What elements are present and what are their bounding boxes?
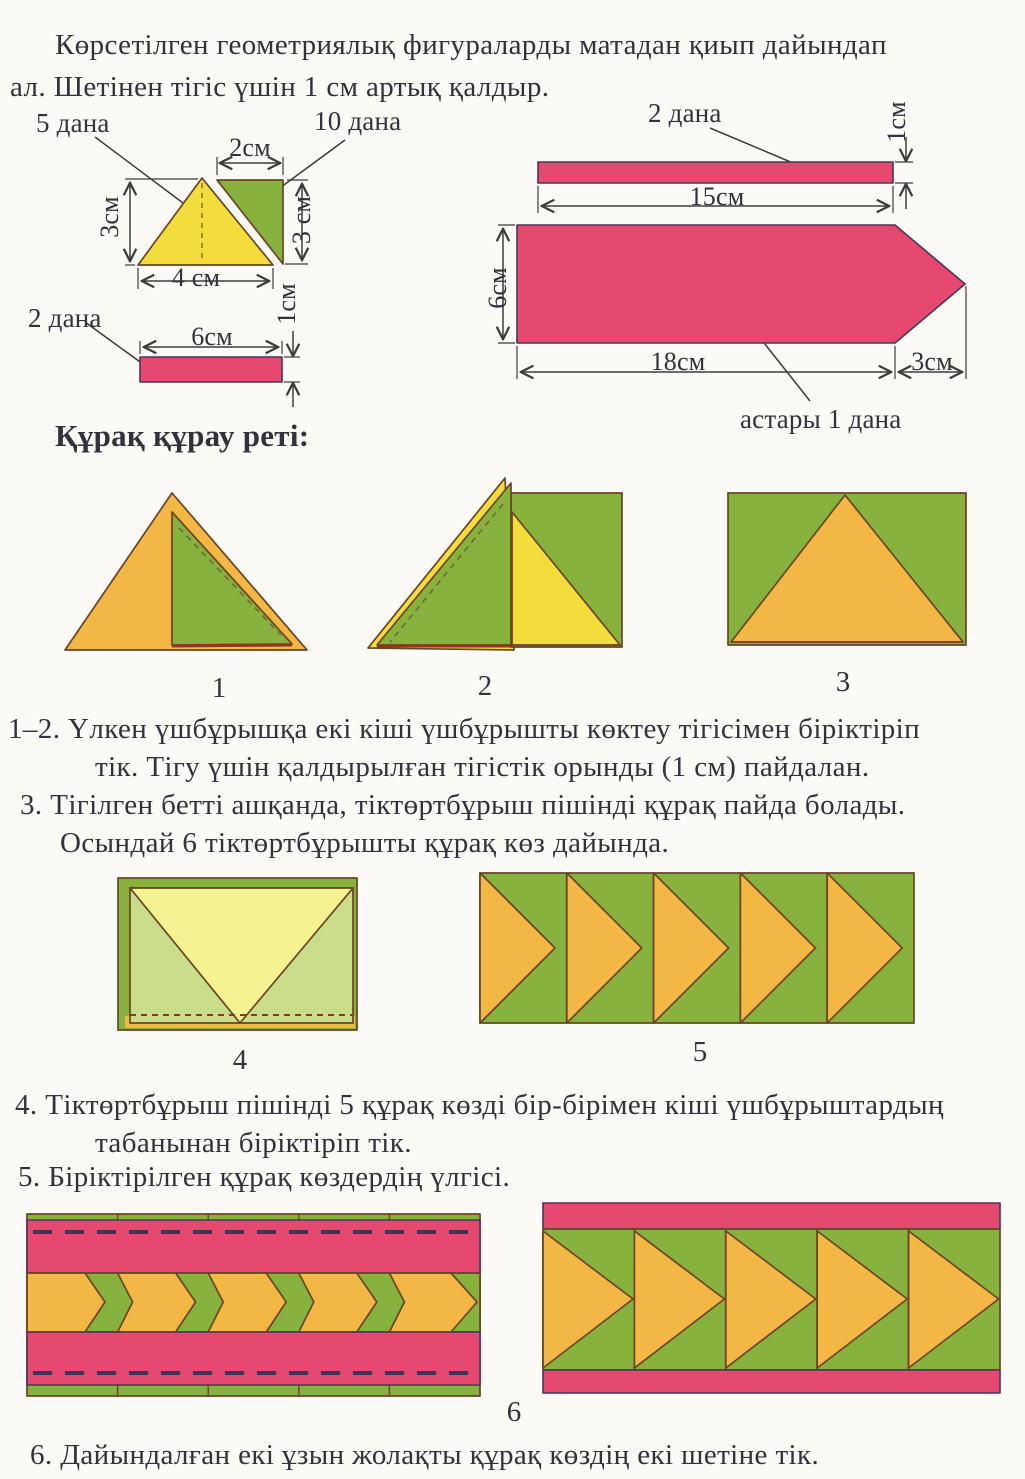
instruction-step6-line1: 6. Дайындалған екі ұзын жолақты құрақ көздің екі шетіне тік. — [30, 1439, 820, 1471]
dim-label-4cm: 4 см — [171, 263, 221, 292]
dim-label-3cm-point: 3см — [911, 347, 953, 376]
instruction-step4-line1: 4. Тіктөртбұрыш пішінді 5 құрақ көзді бір-бірімен кіші үшбұрыштардың — [15, 1089, 944, 1121]
dim-label-3cm-right: 3 см — [287, 195, 316, 245]
step4-number: 4 — [232, 1044, 248, 1076]
pink-strip-piece — [140, 357, 282, 382]
lining-label: астары 1 дана — [740, 404, 902, 434]
step3-number: 3 — [835, 666, 851, 698]
dim-label-1cm: 1см — [272, 283, 301, 325]
intro-line-2: ал. Шетінен тігіс үшін 1 см артық қалдыр. — [10, 71, 550, 103]
step2-number: 2 — [477, 670, 493, 702]
dim-label-2cm: 2см — [229, 133, 271, 162]
leader-line-2-strips — [710, 128, 793, 163]
pink-long-strip-piece — [538, 162, 893, 183]
pink-lining-pentagon-piece — [517, 225, 965, 343]
band-pink-strip-bottom — [543, 1370, 1000, 1393]
step3-diagram — [723, 486, 973, 654]
instruction-step3-line1: 3. Тігілген бетті ашқанда, тіктөртбұрыш пішінді құрақ пайда болады. — [20, 789, 906, 821]
step4-diagram — [113, 873, 363, 1035]
band-pink-strip-top — [543, 1203, 1000, 1229]
instruction-step12-line1: 1–2. Үлкен үшбұрышқа екі кіші үшбұрышты көктеу тігісімен біріктіріп — [8, 713, 921, 745]
step2-green-front-triangle — [377, 483, 511, 645]
count-label-5-pieces: 5 дана — [36, 108, 110, 138]
instruction-step4-line2: табанынан біріктіріп тік. — [95, 1127, 412, 1159]
dim-label-18cm: 18см — [650, 347, 706, 376]
step5-number: 5 — [692, 1036, 708, 1068]
step6-band-front — [540, 1200, 1002, 1396]
step6-band-reverse — [25, 1210, 483, 1400]
dim-label-15cm: 15см — [689, 182, 745, 211]
dim-label-1cm-strip: 1см — [882, 101, 911, 143]
cutting-diagram-long-pieces — [485, 95, 1025, 440]
step5-diagram — [478, 871, 918, 1025]
count-label-2-pieces: 2 дана — [28, 303, 102, 333]
step1-diagram — [58, 478, 313, 656]
dim-label-6cm: 6см — [191, 322, 233, 351]
intro-line-1: Көрсетілген геометриялық фигураларды матадан қиып дайындап — [55, 29, 887, 61]
step2-diagram — [368, 473, 630, 655]
instruction-step12-line2: тік. Тігу үшін қалдырылған тігістік орынды (1 см) пайдалан. — [95, 751, 870, 783]
step1-number: 1 — [211, 672, 227, 704]
step1-seam-edge — [172, 645, 292, 646]
count-label-2-strips: 2 дана — [648, 98, 722, 128]
section-heading: Құрақ құрау реті: — [55, 418, 310, 453]
dim-label-3cm-left: 3см — [95, 196, 124, 238]
count-label-10-pieces: 10 дана — [314, 106, 402, 136]
band-pink-strip-bottom — [27, 1332, 480, 1385]
dim-label-6cm-height: 6см — [483, 267, 512, 309]
step1-small-green-triangle — [172, 512, 292, 645]
step6-number: 6 — [506, 1396, 522, 1428]
instruction-step3-line2: Осындай 6 тіктөртбұрышты құрақ көз дайында. — [60, 827, 670, 859]
instruction-step5-line1: 5. Біріктірілген құрақ көздердің үлгісі. — [18, 1161, 511, 1193]
band-pink-strip-top — [27, 1220, 480, 1273]
